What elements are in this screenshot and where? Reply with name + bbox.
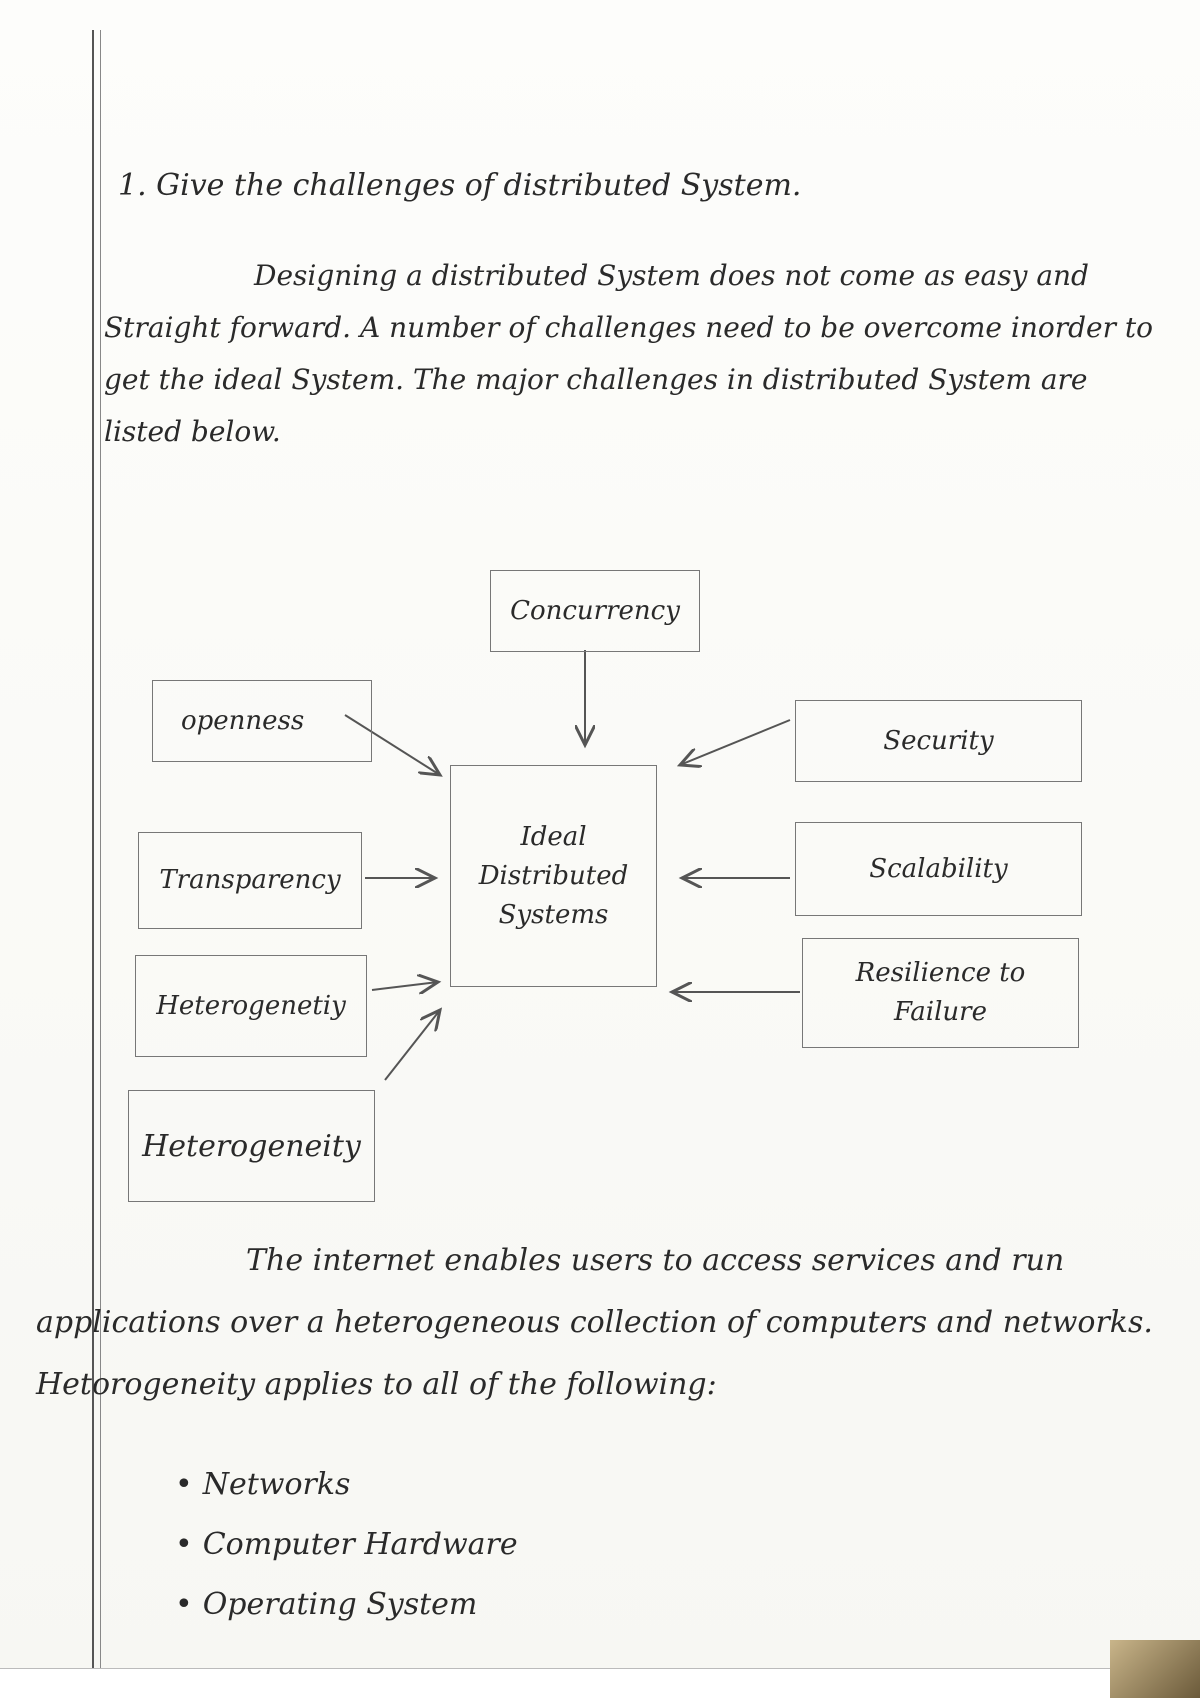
heterogeneity-bottom-box: [128, 1090, 375, 1202]
security-label: Security: [883, 725, 994, 756]
intro-paragraph: [104, 250, 1154, 458]
list-item: • Networks: [175, 1455, 518, 1515]
bullet-list: [175, 1455, 518, 1635]
heterogeneity-left-label: Heterogenetiy: [156, 990, 346, 1021]
concurrency-box: [490, 570, 700, 652]
scalability-label: Scalability: [869, 853, 1008, 884]
transparency-label: Transparency: [159, 865, 341, 895]
concurrency-label: Concurrency: [510, 595, 680, 626]
heterogeneity-paragraph: [36, 1230, 1156, 1416]
transparency-box: [138, 832, 362, 929]
center-label: Ideal Distributed Systems: [478, 821, 629, 930]
scalability-box: [795, 822, 1082, 916]
challenges-diagram: [0, 560, 1200, 1260]
arrow-heterogeneity-left: [372, 982, 438, 990]
list-item: • Operating System: [175, 1575, 518, 1635]
question-heading: 1. Give the challenges of distributed System.: [118, 168, 802, 203]
page-bottom-edge: [0, 1668, 1200, 1699]
intro-text: Designing a distributed System does not come as easy and Straight forward. A number of challenges need to be overcome inorder to get the ideal System. The major challenges in distributed System are listed below.: [104, 259, 1153, 448]
heterogeneity-bottom-label: Heterogeneity: [142, 1128, 361, 1164]
heterogeneity-left-box: [135, 955, 367, 1057]
page-corner: [1110, 1640, 1200, 1698]
list-item: • Computer Hardware: [175, 1515, 518, 1575]
security-box: [795, 700, 1082, 782]
resilience-label: Resilience to Failure: [855, 958, 1026, 1027]
resilience-box: [802, 938, 1079, 1048]
center-box: [450, 765, 657, 987]
heterogeneity-text: The internet enables users to access services and run applications over a heterogeneous collection of computers and networks. Hetorogeneity applies to all of the following:: [36, 1243, 1153, 1402]
arrow-heterogeneity-bottom: [385, 1010, 440, 1080]
openness-box: [152, 680, 372, 762]
arrow-security: [680, 720, 790, 765]
openness-label: openness: [181, 705, 305, 736]
